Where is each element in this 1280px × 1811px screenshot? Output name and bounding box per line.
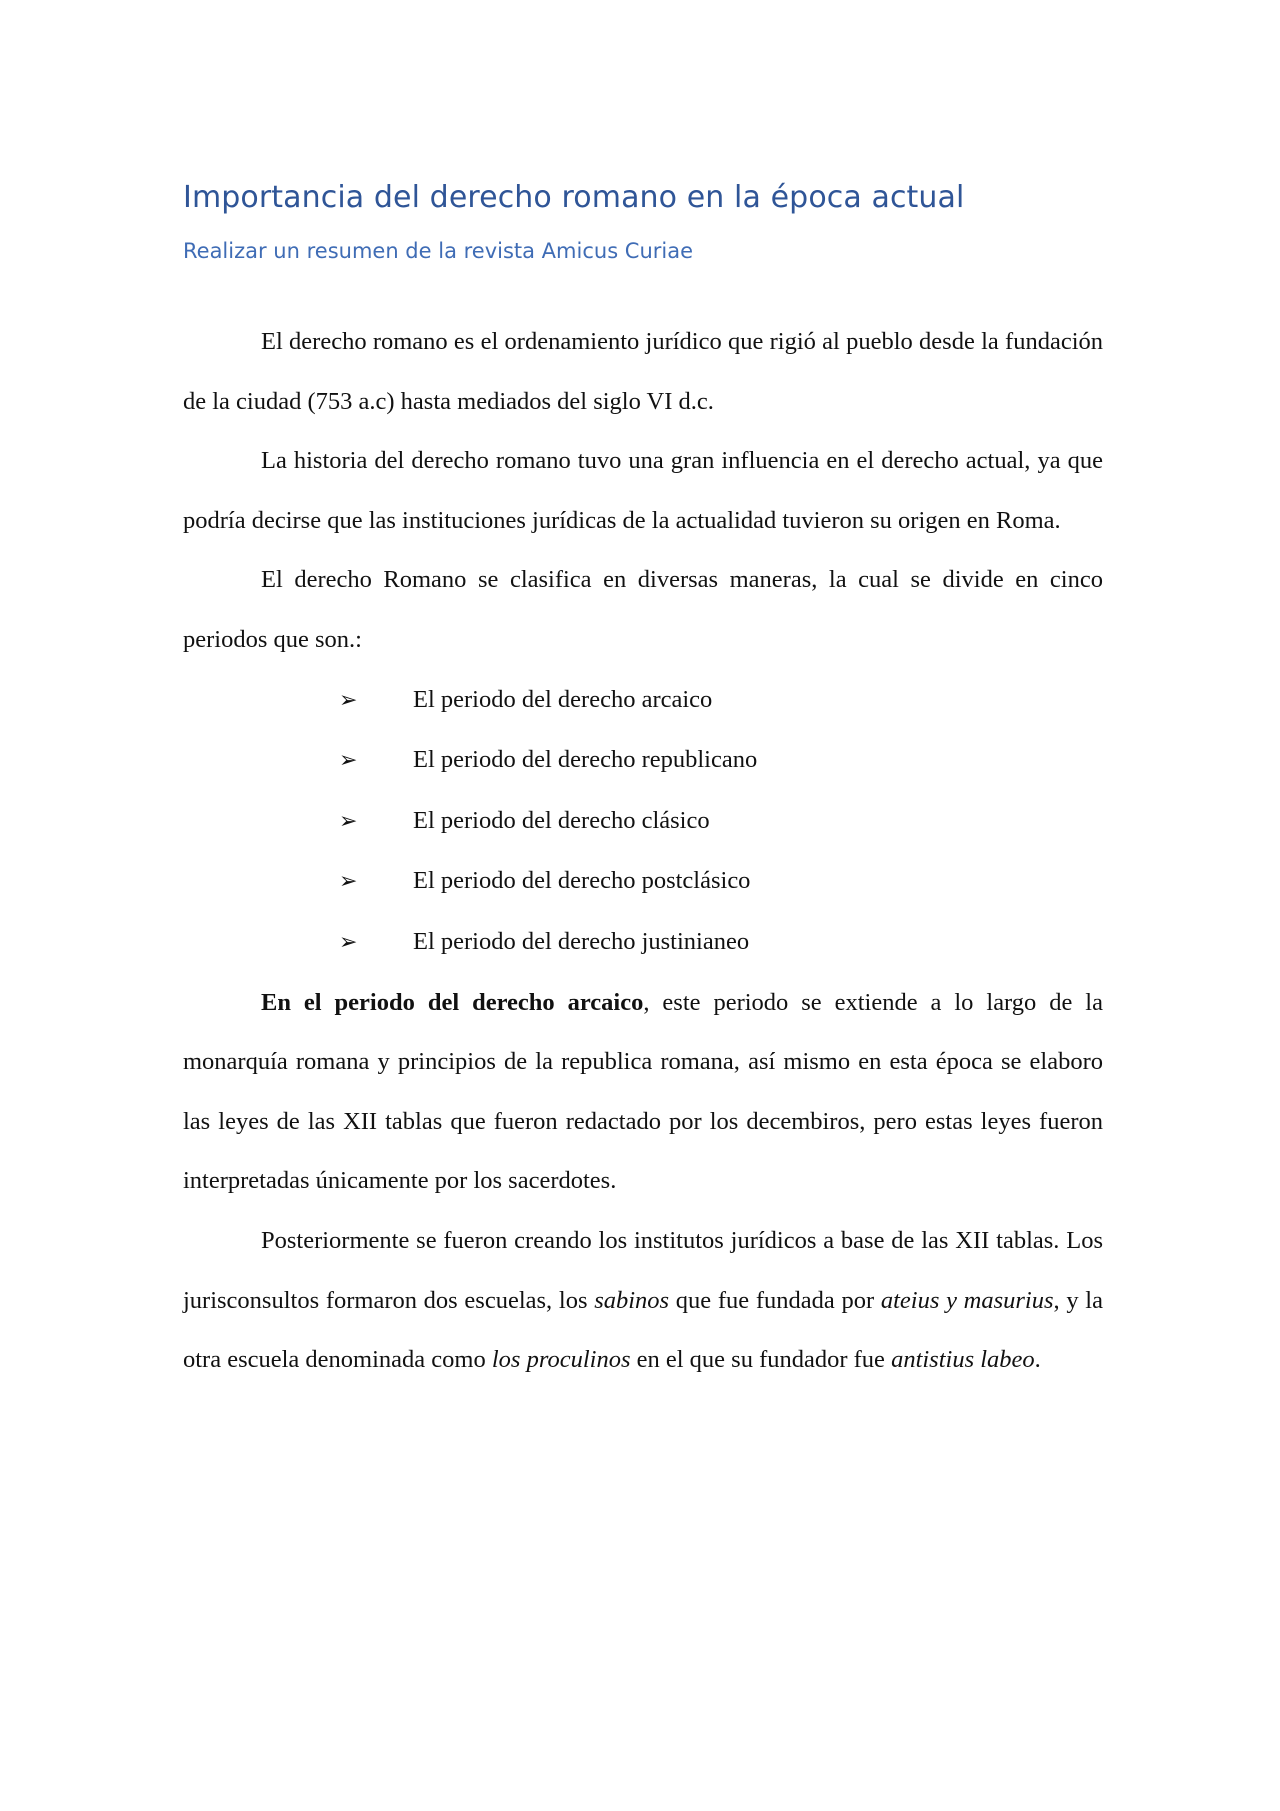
document-content	[183, 176, 1103, 1390]
arrowhead-bullet-icon: ➢	[339, 687, 358, 713]
arrowhead-bullet-icon: ➢	[339, 869, 358, 895]
period-label: El periodo del derecho arcaico	[413, 685, 713, 713]
paragraph-5-text-3: , y la otra escuela denominada como	[183, 1286, 1103, 1374]
paragraph-5-text-4: en el que su fundador fue	[630, 1346, 892, 1374]
periods-list	[183, 670, 1103, 973]
period-label: El periodo del derecho clásico	[413, 806, 710, 834]
period-label: El periodo del derecho republicano	[413, 746, 758, 774]
paragraph-5-labeo: antistius labeo	[891, 1346, 1035, 1374]
paragraph-5-text-1: Posteriormente se fueron creando los institutos jurídicos a base de las XII tablas. Los jurisconsultos formaron dos escuelas, los	[183, 1226, 1103, 1314]
list-item	[183, 851, 1103, 912]
paragraph-1: El derecho romano es el ordenamiento jurídico que rigió al pueblo desde la fundación de la ciudad (753 a.c) hasta mediados del siglo VI d.c.	[183, 328, 1103, 415]
paragraph-5	[183, 1211, 1103, 1390]
document-subtitle: Realizar un resumen de la revista Amicus Curiae	[183, 239, 694, 263]
arrowhead-bullet-icon: ➢	[339, 748, 358, 774]
paragraph-5-sabinos: sabinos	[594, 1286, 670, 1314]
arrowhead-bullet-icon: ➢	[339, 808, 358, 834]
list-item	[183, 912, 1103, 973]
paragraph-2: La historia del derecho romano tuvo una gran influencia en el derecho actual, ya que podría decirse que las instituciones jurídicas de la actualidad tuvieron su origen en Roma.	[183, 447, 1103, 534]
list-item	[183, 670, 1103, 731]
paragraph-4-bold-lead: En el periodo del derecho arcaico	[261, 988, 644, 1016]
paragraph-4-text: , este periodo se extiende a lo largo de la monarquía romana y principios de la republica romana, así mismo en esta época se elaboro las leyes de las XII tablas que fueron redactado por los decembiros, pero estas leyes fueron interpretadas únicamente por los sacerdotes.	[183, 988, 1103, 1195]
period-label: El periodo del derecho justinianeo	[413, 927, 750, 955]
paragraph-4	[183, 973, 1103, 1211]
arrowhead-bullet-icon: ➢	[339, 929, 358, 955]
list-item	[183, 791, 1103, 852]
paragraph-5-text-5: .	[1034, 1346, 1041, 1374]
paragraph-5-text-2: que fue fundada por	[669, 1286, 881, 1314]
document-title: Importancia del derecho romano en la época actual	[183, 180, 965, 215]
paragraph-5-proculinos: los proculinos	[491, 1346, 631, 1374]
list-item	[183, 730, 1103, 791]
document-body	[183, 312, 1103, 1390]
paragraph-3: El derecho Romano se clasifica en diversas maneras, la cual se divide en cinco periodos que son.:	[183, 566, 1103, 653]
period-label: El periodo del derecho postclásico	[413, 867, 751, 895]
paragraph-5-ateius: ateius y masurius	[880, 1286, 1054, 1314]
